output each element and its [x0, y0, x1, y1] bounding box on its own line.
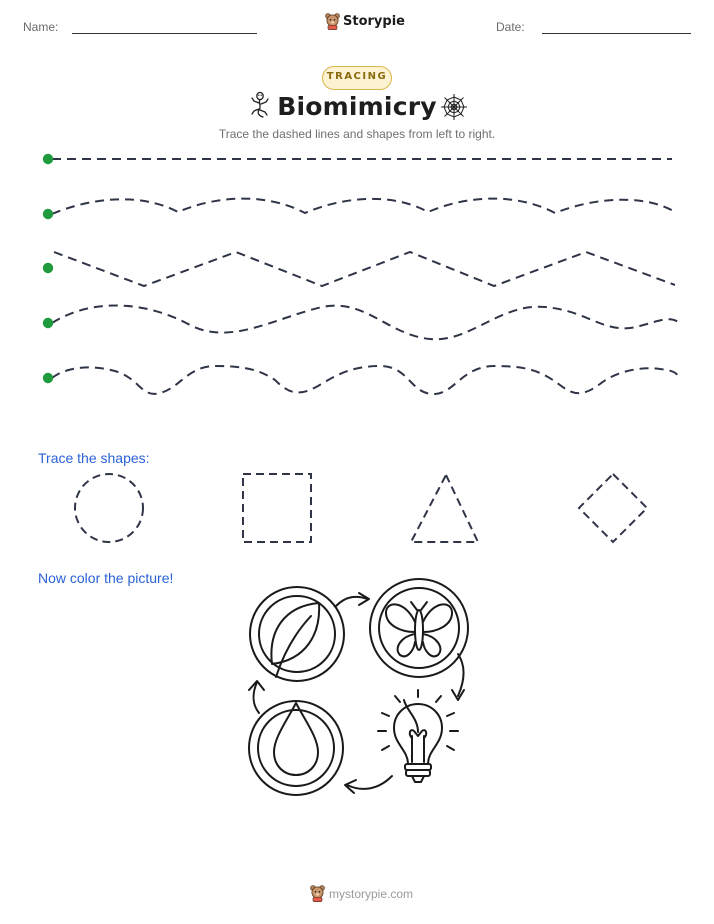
date-label: Date: [496, 20, 525, 34]
lightbulb-icon [378, 690, 458, 782]
start-dot [43, 373, 53, 383]
coloring-picture[interactable] [230, 572, 490, 802]
tracing-line-zigzag[interactable] [54, 252, 675, 286]
brand-name: Storypie [343, 14, 405, 29]
footer [310, 885, 413, 902]
trace-triangle[interactable] [411, 475, 478, 542]
water-drop-icon [249, 701, 343, 795]
start-dot [43, 209, 53, 219]
tracing-line-gentle-wave[interactable] [52, 199, 675, 214]
page-title: Biomimicry [277, 92, 437, 121]
name-label: Name: [23, 20, 59, 34]
trace-square[interactable] [243, 474, 311, 542]
tracing-shapes [0, 465, 714, 555]
bear-mascot-icon [310, 885, 325, 902]
tracing-line-smooth-wave[interactable] [52, 305, 678, 339]
date-field[interactable] [542, 33, 691, 34]
start-dot [43, 263, 53, 273]
activity-badge: TRACING [322, 66, 392, 90]
tracing-lines [0, 140, 714, 400]
tracing-line-bumpy-wave[interactable] [52, 366, 678, 394]
shapes-heading: Trace the shapes: [38, 450, 150, 466]
trace-diamond[interactable] [579, 474, 647, 542]
start-dot [43, 318, 53, 328]
gecko-icon [246, 91, 272, 119]
footer-url[interactable]: mystorypie.com [329, 886, 414, 901]
trace-circle[interactable] [75, 474, 143, 542]
start-dot [43, 154, 53, 164]
instructions: Trace the dashed lines and shapes from left to right. [218, 127, 496, 141]
leaf-icon [250, 587, 344, 681]
brand-logo [325, 13, 405, 30]
name-field[interactable] [72, 33, 257, 34]
color-heading: Now color the picture! [38, 570, 174, 586]
spider-web-icon [439, 92, 469, 122]
butterfly-icon [370, 579, 468, 677]
bear-mascot-icon [325, 13, 340, 30]
